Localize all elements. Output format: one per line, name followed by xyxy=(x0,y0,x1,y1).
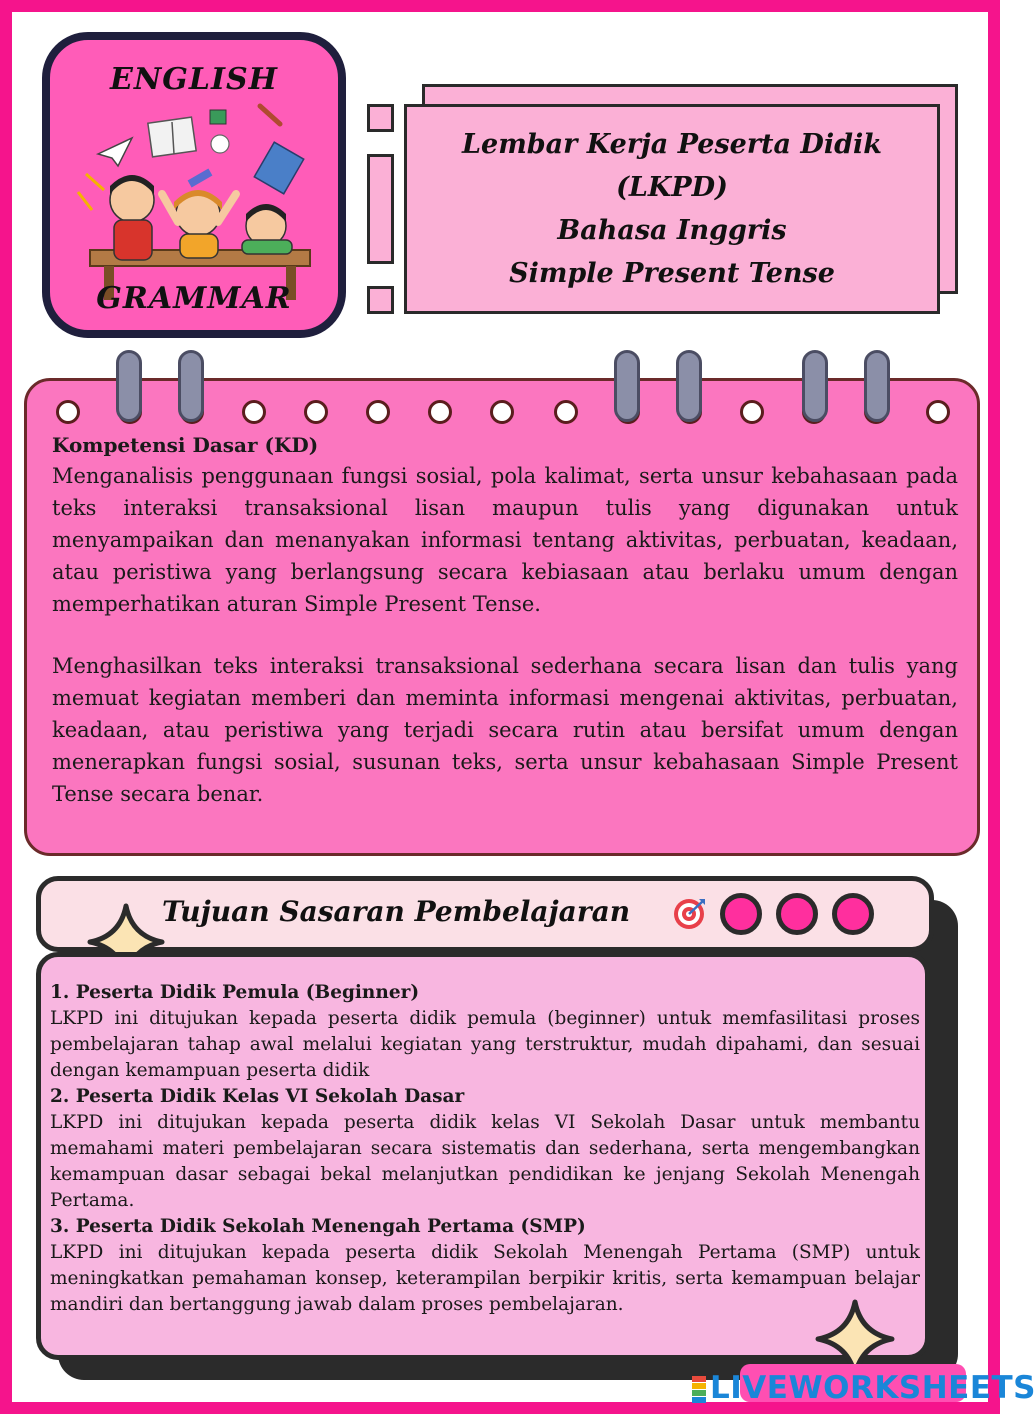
binder-ring xyxy=(864,350,890,422)
english-grammar-badge xyxy=(42,32,346,338)
binder-hole xyxy=(56,400,80,424)
binder-ring xyxy=(614,350,640,422)
binder-hole xyxy=(554,400,578,424)
tujuan-content xyxy=(50,980,920,1318)
liveworksheets-watermark[interactable] xyxy=(692,1370,1036,1406)
badge-top-label: ENGLISH xyxy=(109,62,279,97)
binder-hole xyxy=(428,400,452,424)
binder-ring xyxy=(676,350,702,422)
title-line: (LKPD) xyxy=(616,172,728,203)
target-description: LKPD ini ditujukan kepada peserta didik pemula (beginner) untuk memfasilitasi proses pembelajaran tahap awal melalui kegiatan yang terstruktur, mudah dipahami, dan sesuai dengan kemampuan peserta didik xyxy=(50,1008,920,1081)
liveworksheets-logo-icon xyxy=(692,1376,706,1404)
binder-hole xyxy=(490,400,514,424)
binder-hole xyxy=(242,400,266,424)
paper-plane-icon xyxy=(98,138,132,166)
binder-hole xyxy=(926,400,950,424)
kd-paragraph: Menganalisis penggunaan fungsi sosial, pola kalimat, serta unsur kebahasaan pada teks interaksi transaksional lisan maupun tulis yang digunakan untuk menyampaikan dan menanyakan informasi tentang aktivitas, perbuatan, keadaan, atau peristiwa yang berlangsung secara kebiasaan atau berlaku umum dengan memperhatikan aturan Simple Present Tense. xyxy=(52,464,958,616)
lkpd-title-box xyxy=(404,104,940,314)
binder-ring xyxy=(116,350,142,422)
tujuan-title: Tujuan Sasaran Pembelajaran xyxy=(162,895,631,928)
eraser-icon xyxy=(210,110,226,124)
crumpled-paper-icon xyxy=(211,135,229,153)
binder-hole xyxy=(304,400,328,424)
kd-heading: Kompetensi Dasar (KD) xyxy=(52,433,319,457)
target-description: LKPD ini ditujukan kepada peserta didik kelas VI Sekolah Dasar untuk membantu memahami materi pembelajaran secara sistematis dan sederhana, serta mengembangkan kemampuan dasar sebagai bekal melanjutkan pendidikan ke jenjang Sekolah Menengah Pertama. xyxy=(50,1112,920,1211)
target-heading: 1. Peserta Didik Pemula (Beginner) xyxy=(50,982,420,1003)
pen-icon xyxy=(188,169,213,188)
title-line: Simple Present Tense xyxy=(509,258,835,289)
target-description: LKPD ini ditujukan kepada peserta didik Sekolah Menengah Pertama (SMP) untuk meningkatkan pemahaman konsep, keterampilan berpikir kritis, serta kemampuan belajar mandiri dan bertanggung jawab dalam proses pembelajaran. xyxy=(50,1242,920,1315)
decorative-tab xyxy=(367,104,394,132)
decorative-dot xyxy=(776,893,818,935)
decorative-tab xyxy=(367,286,394,314)
decorative-dot xyxy=(832,893,874,935)
blue-book-icon xyxy=(254,142,303,194)
title-line: Bahasa Inggris xyxy=(557,215,787,246)
badge-bottom-label: GRAMMAR xyxy=(96,281,292,316)
watermark-text: LIVEWORKSHEETS xyxy=(710,1370,1036,1406)
decorative-dot xyxy=(720,893,762,935)
binder-hole xyxy=(366,400,390,424)
target-heading: 3. Peserta Didik Sekolah Menengah Pertama (SMP) xyxy=(50,1216,586,1237)
pencil-icon xyxy=(260,106,280,124)
title-line: Lembar Kerja Peserta Didik xyxy=(462,129,882,160)
target-icon xyxy=(672,897,706,931)
binder-ring xyxy=(802,350,828,422)
decorative-tab xyxy=(367,154,394,264)
kd-content xyxy=(52,430,958,810)
binder-ring xyxy=(178,350,204,422)
target-heading: 2. Peserta Didik Kelas VI Sekolah Dasar xyxy=(50,1086,465,1107)
kd-paragraph: Menghasilkan teks interaksi transaksional sederhana secara lisan dan tulis yang memuat kegiatan memberi dan meminta informasi mengenai aktivitas, perbuatan, keadaan, atau peristiwa yang terjadi secara rutin atau bersifat umum dengan menerapkan fungsi sosial, susunan teks, serta unsur kebahasaan Simple Present Tense secara benar. xyxy=(52,654,958,806)
binder-hole xyxy=(740,400,764,424)
students-studying-illustration xyxy=(70,102,320,302)
